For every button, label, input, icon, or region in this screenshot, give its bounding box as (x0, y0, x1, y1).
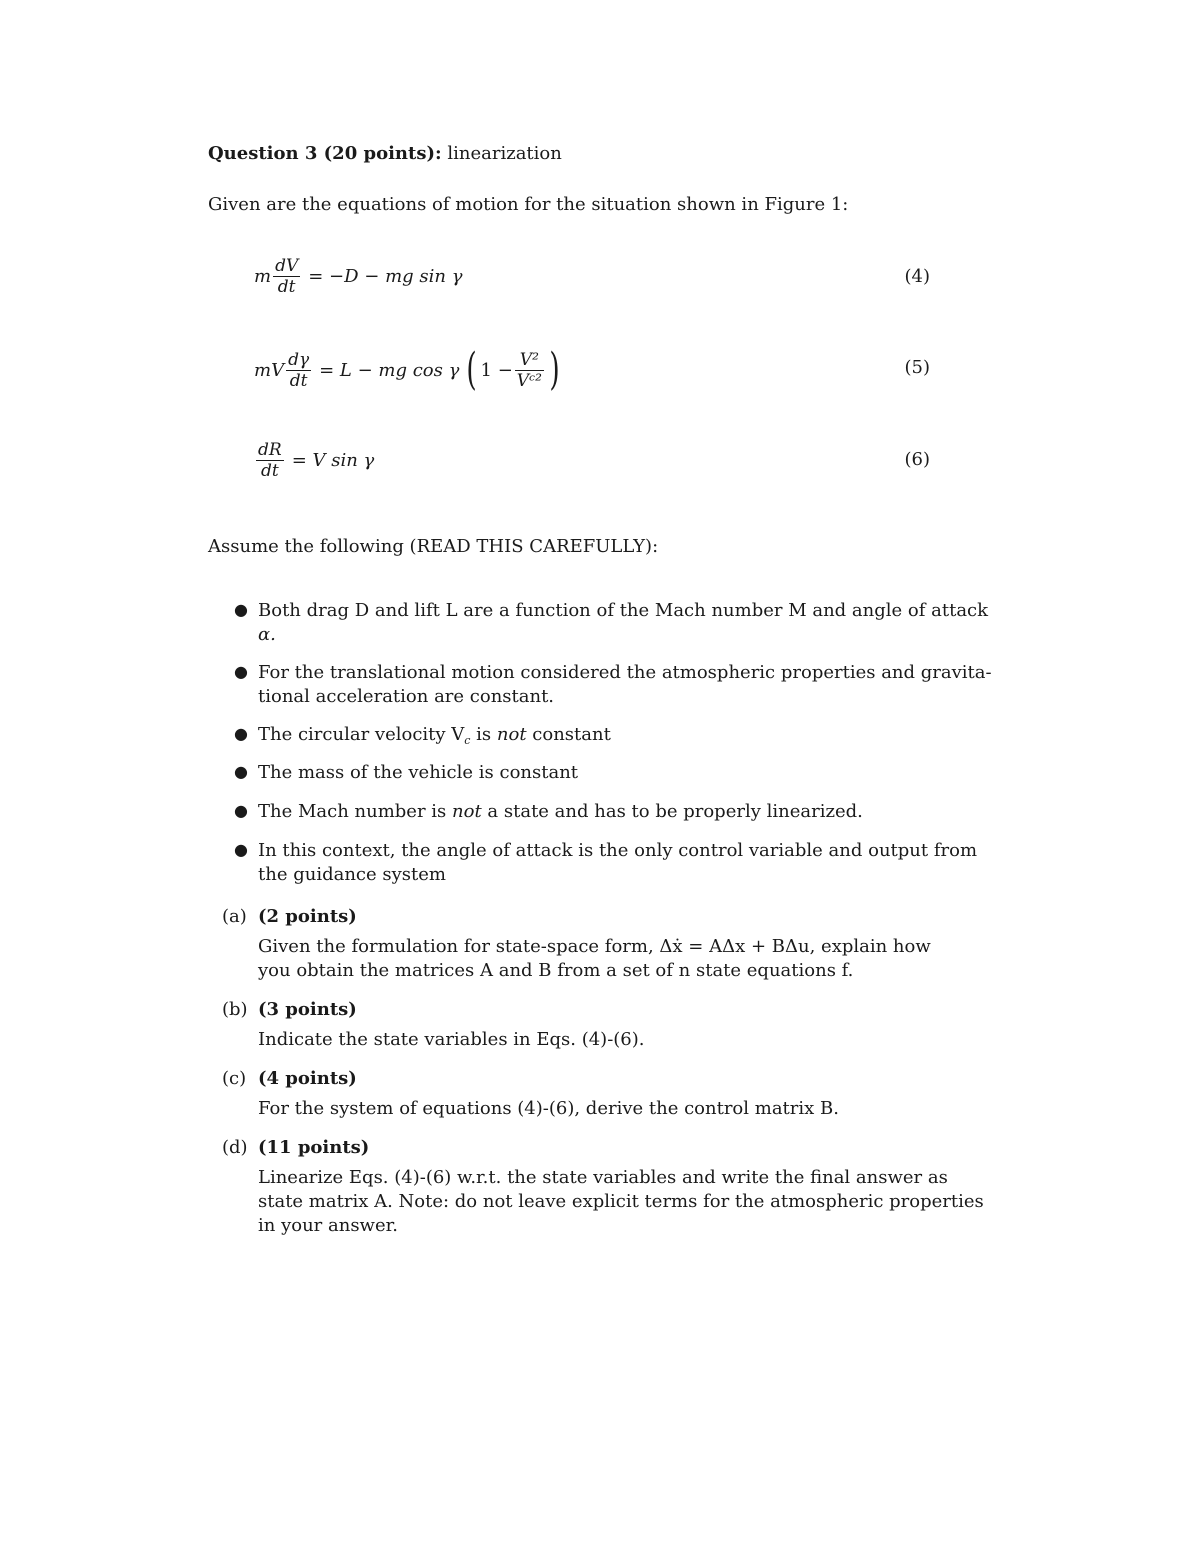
eq6-rhs: = V sin γ (291, 449, 375, 471)
bullet-icon: ● (234, 801, 248, 820)
eq4-coef: m (254, 265, 272, 287)
bullet-icon: ● (234, 724, 248, 743)
question-title (208, 142, 562, 166)
part-a-line-1: Given the formulation for state-space form, Δẋ = AΔx + BΔu, explain how (258, 936, 931, 957)
bullet-5-part-b: a state and has to be properly linearized. (481, 801, 863, 822)
eq5-left-paren: ( (466, 344, 478, 395)
bullet-4: The mass of the vehicle is constant (258, 762, 579, 783)
eq5-fraction (286, 350, 311, 391)
eq4-rhs: = −D − mg sin γ (308, 265, 463, 287)
part-a-label: (a) (222, 906, 247, 927)
bullet-icon: ● (234, 600, 248, 619)
eq5-velocity-ratio (515, 350, 544, 391)
bullet-3-part-b: is (470, 724, 497, 745)
bullet-3-part-c: constant (526, 724, 611, 745)
intro-text: Given are the equations of motion for the situation shown in Figure 1: (208, 194, 849, 215)
part-a-line-2: you obtain the matrices A and B from a set of n state equations f. (258, 960, 854, 981)
bullet-2-line-2: tional acceleration are constant. (258, 686, 555, 707)
part-d-line-1: Linearize Eqs. (4)-(6) w.r.t. the state variables and write the final answer as (258, 1167, 948, 1188)
bullet-5-emphasis: not (452, 801, 482, 822)
part-b-label: (b) (222, 999, 248, 1020)
part-d-line-3: in your answer. (258, 1215, 398, 1236)
bullet-3-subscript: c (464, 734, 471, 747)
bullet-3 (258, 723, 611, 753)
bullet-1-line-1: Both drag D and lift L are a function of the Mach number M and angle of attack (258, 600, 989, 621)
eq6-fraction (256, 440, 284, 481)
part-d-line-2: state matrix A. Note: do not leave explicit terms for the atmospheric properties (258, 1191, 984, 1212)
question-title-bold: Question 3 (20 points): (208, 143, 442, 164)
equation-6 (254, 432, 374, 488)
part-c-label: (c) (222, 1068, 247, 1089)
eq6-number: (6) (904, 449, 930, 470)
bullet-5 (258, 800, 863, 824)
eq5-one: 1 − (480, 359, 513, 381)
eq5-frac-num: dγ (288, 349, 310, 370)
equation-5 (254, 340, 563, 400)
eq4-fraction (273, 256, 300, 297)
eq6-frac-den: dt (256, 460, 284, 481)
eq5-frac-den: dt (286, 370, 311, 391)
part-b-line-1: Indicate the state variables in Eqs. (4)-(6). (258, 1029, 645, 1050)
bullet-1-line-2: α. (258, 624, 276, 645)
bullet-3-part-a: The circular velocity V (258, 724, 465, 745)
bullet-5-part-a: The Mach number is (258, 801, 453, 822)
eq4-number: (4) (904, 266, 930, 287)
eq5-right-paren: ) (549, 344, 560, 395)
part-d-points: (11 points) (258, 1137, 370, 1158)
part-b-points: (3 points) (258, 999, 357, 1020)
part-c-points: (4 points) (258, 1068, 357, 1089)
eq4-frac-num: dV (275, 255, 299, 276)
part-c-line-1: For the system of equations (4)-(6), derive the control matrix B. (258, 1098, 839, 1119)
eq4-frac-den: dt (273, 276, 300, 297)
eq5-coef: mV (254, 359, 285, 381)
bullet-icon: ● (234, 662, 248, 681)
eq6-frac-num: dR (258, 439, 282, 460)
bullet-6-line-1: In this context, the angle of attack is the only control variable and output from (258, 840, 978, 861)
part-a-points: (2 points) (258, 906, 357, 927)
assume-heading: Assume the following (READ THIS CAREFULLY): (208, 536, 659, 557)
eq5-v-den: Vᶜ² (516, 370, 542, 391)
bullet-icon: ● (234, 840, 248, 859)
eq5-number: (5) (904, 357, 930, 378)
eq5-rhs: = L − mg cos γ (319, 359, 460, 381)
equation-4 (254, 248, 462, 304)
question-title-topic: linearization (447, 143, 562, 164)
part-d-label: (d) (222, 1137, 248, 1158)
eq5-v-num: V² (519, 349, 539, 370)
bullet-6-line-2: the guidance system (258, 864, 446, 885)
bullet-3-emphasis: not (496, 724, 527, 745)
bullet-2-line-1: For the translational motion considered the atmospheric properties and gravita- (258, 662, 992, 683)
bullet-icon: ● (234, 762, 248, 781)
